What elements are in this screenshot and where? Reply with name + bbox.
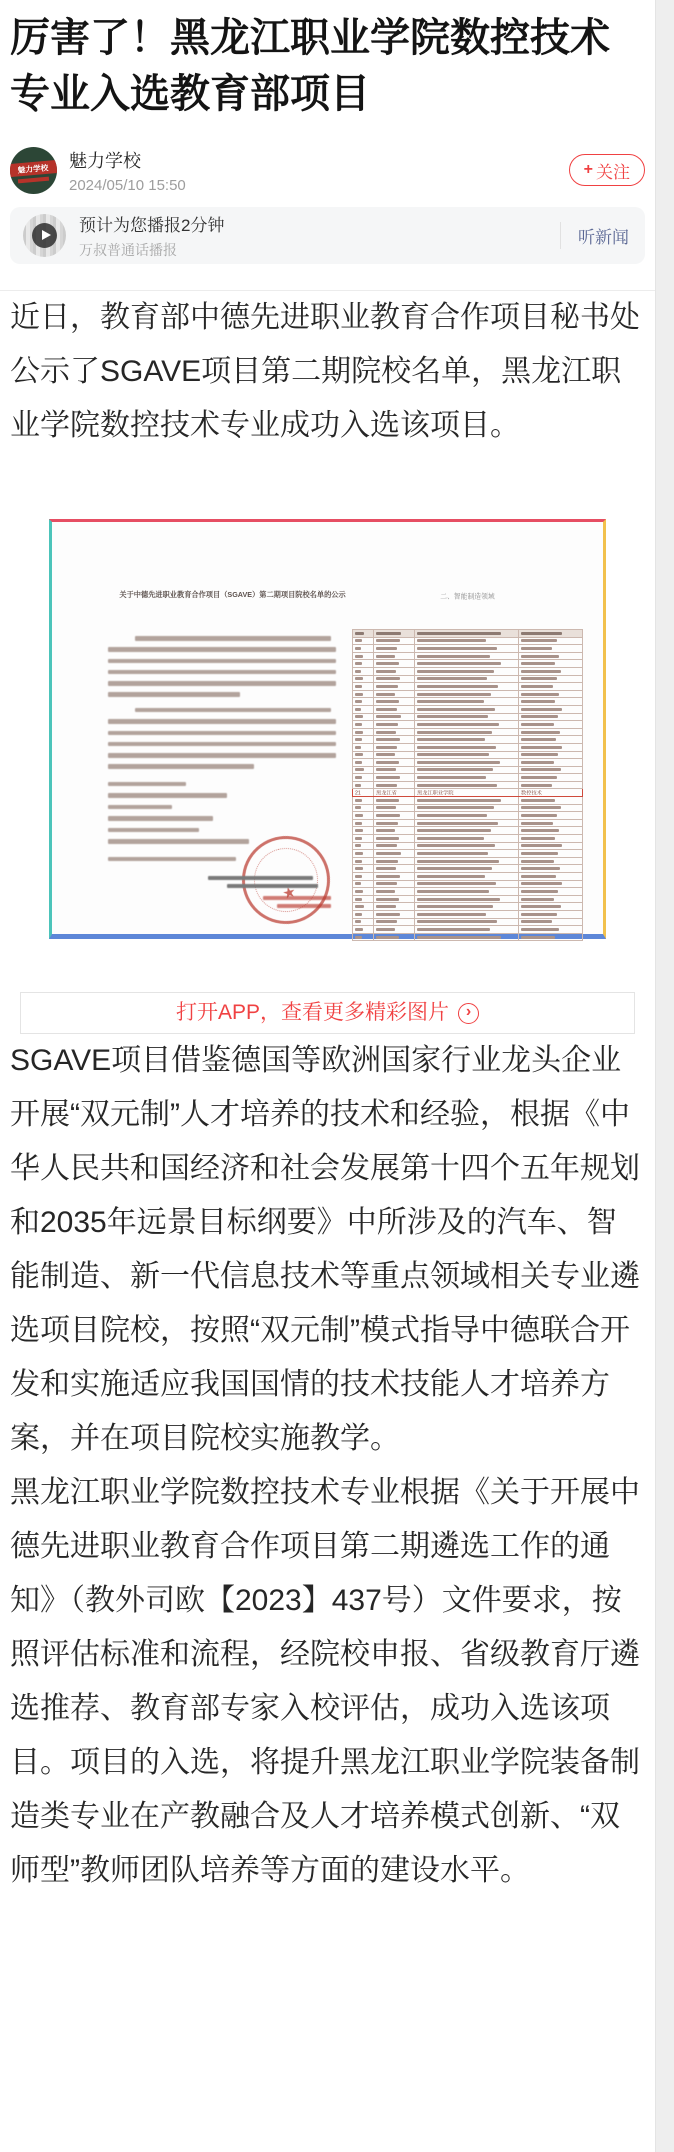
author-avatar[interactable]	[10, 147, 57, 194]
author-row	[10, 146, 645, 194]
audio-player-bar[interactable]	[10, 207, 645, 264]
scan-letter-title: 关于中德先进职业教育合作项目（SGAVE）第二期项目院校名单的公示	[119, 590, 346, 599]
publish-date: 2024/05/10 15:50	[69, 176, 186, 194]
avatar-band	[18, 176, 49, 183]
audio-texts	[79, 211, 224, 260]
paragraph: 近日，教育部中德先进职业教育合作项目秘书处公示了SGAVE项目第二期院校名单，黑龙江职业学院数控技术专业成功入选该项目。	[10, 301, 640, 442]
scrollbar[interactable]	[655, 0, 674, 2152]
audio-thumbnail[interactable]	[23, 214, 66, 257]
author-meta	[69, 147, 186, 194]
paragraph: SGAVE项目借鉴德国等欧洲国家行业龙头企业开展“双元制”人才培养的技术和经验，根据《中华人民共和国经济和社会发展第十四个五年规划和2035年远景目标纲要》中所涉及的汽车、智能制造、新一代信息技术等重点领域相关专业遴选项目院校，按照“双元制”模式指导中德联合开发和实施适应我国国情的技术技能人才培养方案，并在项目院校实施教学。	[10, 1044, 640, 1455]
highlighted-school-row: 21 黑龙江省 黑龙江职业学院 数控技术	[353, 789, 583, 797]
article-body	[0, 291, 655, 1898]
open-app-banner[interactable]	[20, 992, 635, 1034]
open-app-label: 打开APP，查看更多精彩图片	[175, 1001, 450, 1024]
follow-button[interactable]	[569, 154, 645, 186]
open-app-arrow-icon: ›	[458, 1003, 479, 1024]
article-image-document-scan[interactable]	[49, 519, 606, 939]
follow-label: 关注	[596, 162, 630, 182]
play-icon[interactable]	[32, 223, 57, 248]
avatar-ribbon: 魅力学校	[10, 159, 57, 177]
paragraph: 黑龙江职业学院数控技术专业根据《关于开展中德先进职业教育合作项目第二期遴选工作的通知》（教外司欧【2023】437号）文件要求，按照评估标准和流程，经院校申报、省级教育厅遴选推荐、教育部专家入校评估，成功入选该项目。项目的入选，将提升黑龙江职业学院装备制造类专业在产教融合及人才培养模式创新、“双师型”教师团队培养等方面的建设水平。	[10, 1476, 640, 1887]
scan-table-page	[352, 568, 583, 920]
scan-letter-page	[108, 568, 346, 920]
plus-icon: +	[583, 161, 593, 178]
author-name[interactable]: 魅力学校	[69, 150, 141, 171]
listen-news-link[interactable]: 听新闻	[578, 228, 629, 247]
article-title: 厉害了！黑龙江职业学院数控技术专业入选教育部项目	[10, 16, 610, 116]
scan-table-section-title: 二、智能制造领域	[440, 592, 495, 601]
audio-duration-text: 预计为您播报2分钟	[79, 216, 225, 235]
scan-school-table	[352, 629, 583, 941]
audio-voice-text: 万叔普通话播报	[79, 242, 177, 258]
vertical-divider	[560, 222, 561, 249]
audio-right	[560, 222, 629, 249]
